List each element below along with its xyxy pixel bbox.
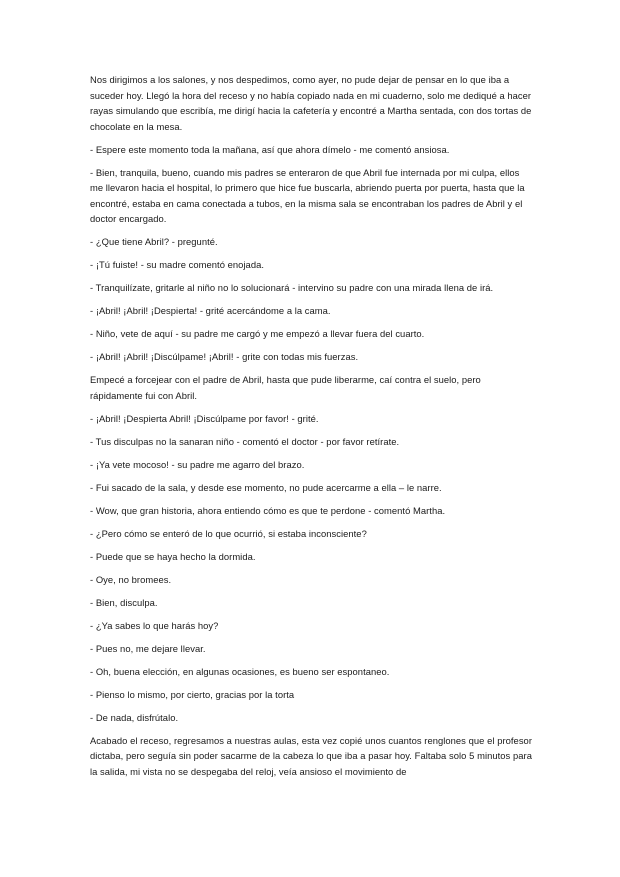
paragraph: - Bien, tranquila, bueno, cuando mis padres se enteraron de que Abril fue internada por mi culpa, ellos me llevaron hacia el hospital, lo primero que hice fue buscarla, abriendo puerta por puerta, hasta que la encontré, estaba en cama conectada a tubos, en la misma sala se encontraban los padres de Abril y el doctor encargado. bbox=[90, 166, 525, 224]
paragraph: - Oye, no bromees. bbox=[90, 573, 172, 585]
paragraph: - Niño, vete de aquí - su padre me cargó y me empezó a llevar fuera del cuarto. bbox=[90, 328, 425, 339]
paragraph: - ¡Ya vete mocoso! - su padre me agarro del brazo. bbox=[90, 458, 305, 470]
paragraph: - Puede que se haya hecho la dormida. bbox=[90, 550, 256, 562]
paragraph: - ¡Abril! ¡Abril! ¡Despierta! - grité acercándome a la cama. bbox=[90, 305, 331, 316]
paragraph: Acabado el receso, regresamos a nuestras aulas, esta vez copié unos cuantos renglones que el profesor dictaba, pero seguía sin poder sacarme de la cabeza lo que iba a pasar hoy. Faltaba solo 5 minutos para la salida, mi vista no se despegaba del reloj, veía ansioso el movimiento de bbox=[90, 734, 532, 777]
paragraph: - De nada, disfrútalo. bbox=[90, 711, 179, 723]
paragraph: - Fui sacado de la sala, y desde ese momento, no pude acercarme a ella – le narre. bbox=[90, 481, 442, 493]
paragraph: - ¿Que tiene Abril? - pregunté. bbox=[90, 236, 218, 247]
paragraph: - ¡Tú fuiste! - su madre comentó enojada. bbox=[90, 259, 265, 270]
paragraph: - Tus disculpas no la sanaran niño - comentó el doctor - por favor retírate. bbox=[90, 435, 400, 447]
document-body bbox=[90, 72, 532, 787]
paragraph: Empecé a forcejear con el padre de Abril, hasta que pude liberarme, caí contra el suelo, pero rápidamente fui con Abril. bbox=[90, 374, 481, 401]
paragraph: - ¿Ya sabes lo que harás hoy? bbox=[90, 619, 219, 631]
paragraph: - Pues no, me dejare llevar. bbox=[90, 642, 206, 654]
paragraph: - ¿Pero cómo se enteró de lo que ocurrió, si estaba inconsciente? bbox=[90, 527, 367, 539]
paragraph: - Bien, disculpa. bbox=[90, 596, 158, 608]
paragraph: - ¡Abril! ¡Abril! ¡Discúlpame! ¡Abril! - grite con todas mis fuerzas. bbox=[90, 351, 359, 362]
paragraph: Nos dirigimos a los salones, y nos despedimos, como ayer, no pude dejar de pensar en lo que iba a suceder hoy. Llegó la hora del receso y no había copiado nada en mi cuaderno, solo me dediqué a hacer rayas simulando que escribía, me dirigí hacia la cafetería y encontré a Martha sentada, con dos tortas de chocolate en la mesa. bbox=[90, 74, 532, 132]
paragraph: - Tranquilízate, gritarle al niño no lo solucionará - intervino su padre con una mirada llena de irá. bbox=[90, 282, 494, 293]
paragraph: - Oh, buena elección, en algunas ocasiones, es bueno ser espontaneo. bbox=[90, 665, 390, 677]
paragraph: - ¡Abril! ¡Despierta Abril! ¡Discúlpame por favor! - grité. bbox=[90, 412, 319, 424]
paragraph: - Espere este momento toda la mañana, así que ahora dímelo - me comentó ansiosa. bbox=[90, 143, 450, 155]
paragraph: - Wow, que gran historia, ahora entiendo cómo es que te perdone - comentó Martha. bbox=[90, 504, 446, 516]
paragraph: - Pienso lo mismo, por cierto, gracias por la torta bbox=[90, 688, 295, 700]
